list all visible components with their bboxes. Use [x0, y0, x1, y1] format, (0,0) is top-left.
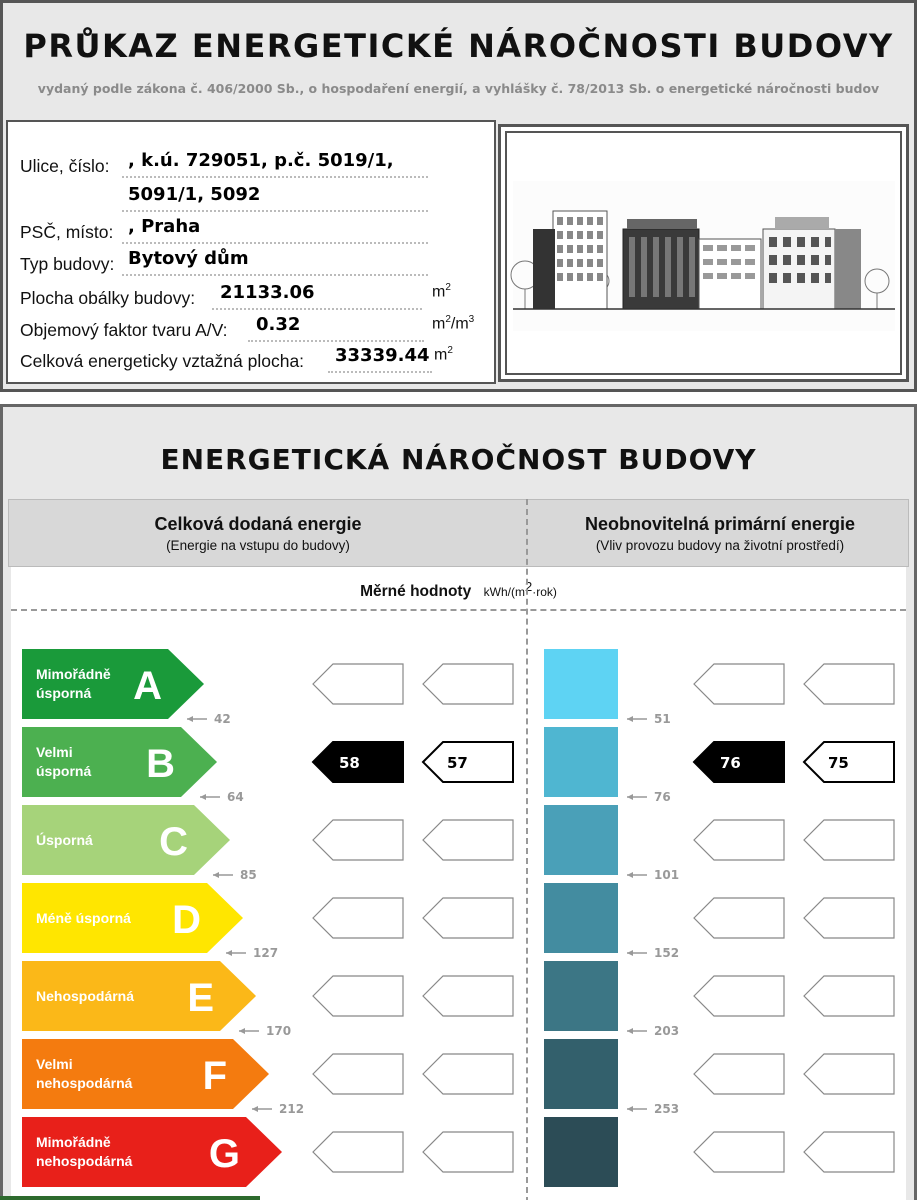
- psc-value: , Praha: [128, 216, 201, 237]
- class-letter-g: G: [208, 1132, 240, 1176]
- left-value-box2-c: [423, 820, 513, 860]
- building-illustration: [507, 133, 898, 371]
- left-threshold-1: 64: [227, 790, 244, 804]
- units-label: Měrné hodnoty: [360, 583, 472, 600]
- type-dots: [122, 274, 428, 276]
- right-value-box1-e: [694, 976, 784, 1016]
- left-value-box1-g: [313, 1132, 403, 1172]
- left-threshold-0: 42: [214, 712, 231, 726]
- factor-dots: [248, 340, 424, 342]
- primary-energy-bar-c: [544, 805, 618, 875]
- street-value-line1: , k.ú. 729051, p.č. 5019/1,: [128, 150, 394, 171]
- right-column-title: Neobnovitelná primární energie: [584, 514, 856, 534]
- right-value-box2-a: [804, 664, 894, 704]
- left-value-box1-e: [313, 976, 403, 1016]
- right-value-box2-e: [804, 976, 894, 1016]
- class-name-line2-g: nehospodárná: [36, 1153, 133, 1169]
- left-value-1: 58: [339, 754, 360, 772]
- street-dots-1: [122, 176, 428, 178]
- primary-energy-bar-g: [544, 1117, 618, 1187]
- class-name-e: Nehospodárná: [36, 988, 135, 1004]
- area-dots: [328, 371, 432, 373]
- area-unit: $m^2$: [434, 345, 453, 364]
- left-value-box1-f: [313, 1054, 403, 1094]
- columns-header: [8, 499, 909, 567]
- left-threshold-2: 85: [240, 868, 257, 882]
- envelope-label: Plocha obálky budovy:: [20, 288, 196, 308]
- right-value-box1-d: [694, 898, 784, 938]
- energy-performance-section: [0, 404, 917, 1200]
- class-name-a: Mimořádně: [36, 666, 111, 682]
- area-label: Celková energeticky vztažná plocha:: [20, 351, 305, 371]
- left-value-box1-a: [313, 664, 403, 704]
- energy-scale-svg: [11, 567, 906, 1200]
- building-photo-inner: [505, 131, 902, 375]
- class-name-c: Úsporná: [36, 832, 93, 848]
- class-letter-b: B: [146, 742, 175, 786]
- class-name-g: Mimořádně: [36, 1134, 111, 1150]
- column-divider: [526, 499, 528, 1200]
- primary-energy-bar-d: [544, 883, 618, 953]
- class-name-f: Velmi: [36, 1056, 73, 1072]
- class-letter-e: E: [187, 976, 214, 1020]
- class-name-b: Velmi: [36, 744, 73, 760]
- class-arrow-b: [22, 727, 217, 797]
- factor-value: 0.32: [256, 314, 301, 335]
- right-column-subtitle: (Vliv provozu budovy na životní prostředí): [595, 538, 845, 553]
- right-value-1: 76: [720, 754, 741, 772]
- left-threshold-arrowhead-0: [187, 716, 193, 722]
- street-row: [20, 156, 109, 177]
- factor-row: [20, 320, 228, 341]
- right-threshold-3: 152: [654, 946, 680, 960]
- class-arrow-g: [22, 1117, 282, 1187]
- primary-energy-bar-e: [544, 961, 618, 1031]
- left-value-box1-c: [313, 820, 403, 860]
- primary-energy-bar-f: [544, 1039, 618, 1109]
- left-value-box2-g: [423, 1132, 513, 1172]
- left-threshold-arrowhead-1: [200, 794, 206, 800]
- energy-section-title: ENERGETICKÁ NÁROČNOST BUDOVY: [160, 443, 757, 476]
- right-threshold-arrowhead-3: [627, 950, 633, 956]
- left-column-subtitle: (Energie na vstupu do budovy): [166, 538, 350, 553]
- left-threshold-3: 127: [253, 946, 279, 960]
- right-value-box2-b: [804, 742, 894, 782]
- left-threshold-arrowhead-5: [252, 1106, 258, 1112]
- envelope-dots: [212, 308, 422, 310]
- primary-energy-bar-b: [544, 727, 618, 797]
- left-threshold-arrowhead-3: [226, 950, 232, 956]
- left-threshold-5: 212: [279, 1102, 305, 1116]
- left-threshold-arrowhead-4: [239, 1028, 245, 1034]
- type-value: Bytový dům: [128, 248, 249, 269]
- class-letter-d: D: [172, 898, 201, 942]
- left-value-box2-f: [423, 1054, 513, 1094]
- right-threshold-4: 203: [654, 1024, 680, 1038]
- right-threshold-arrowhead-0: [627, 716, 633, 722]
- area-row: [20, 351, 304, 372]
- primary-energy-bar-a: [544, 649, 618, 719]
- envelope-row: [20, 288, 195, 309]
- street-dots-2: [122, 210, 428, 212]
- right-value-box1-f: [694, 1054, 784, 1094]
- class-arrow-a: [22, 649, 204, 719]
- class-letter-f: F: [202, 1054, 227, 1098]
- class-arrow-f: [22, 1039, 269, 1109]
- class-name-line2-b: úsporná: [36, 763, 92, 779]
- units-value: kWh/$(m^2\cdot rok)$: [483, 579, 557, 599]
- right-value-box2-c: [804, 820, 894, 860]
- left-threshold-arrowhead-2: [213, 872, 219, 878]
- left-threshold-4: 170: [266, 1024, 292, 1038]
- right-value-box1-c: [694, 820, 784, 860]
- left-column-title: Celková dodaná energie: [154, 514, 362, 534]
- right-threshold-2: 101: [654, 868, 680, 882]
- area-value: 33339.44: [335, 345, 430, 366]
- energy-scale-area: [11, 567, 906, 1200]
- right-threshold-arrowhead-1: [627, 794, 633, 800]
- right-value-box1-g: [694, 1132, 784, 1172]
- building-photo-frame: [498, 124, 909, 382]
- street-label: Ulice, číslo:: [20, 156, 110, 176]
- right-value-box1-a: [694, 664, 784, 704]
- document-subtitle: vydaný podle zákona č. 406/2000 Sb., o hospodaření energií, a vyhlášky č. 78/2013 Sb. o energetické náročnosti budov: [37, 81, 880, 96]
- factor-label: Objemový faktor tvaru A/V:: [20, 320, 228, 340]
- right-threshold-1: 76: [654, 790, 671, 804]
- document-title: PRŮKAZ ENERGETICKÉ NÁROČNOSTI BUDOVY: [23, 27, 894, 65]
- street-value-line2: 5091/1, 5092: [128, 184, 261, 205]
- envelope-unit: $m^2$: [432, 282, 451, 301]
- right-threshold-0: 51: [654, 712, 671, 726]
- right-value-box2-d: [804, 898, 894, 938]
- right-value-2: 75: [828, 754, 849, 772]
- left-value-box1-d: [313, 898, 403, 938]
- type-label: Typ budovy:: [20, 254, 115, 274]
- class-name-d: Méně úsporná: [36, 910, 131, 926]
- psc-dots: [122, 242, 428, 244]
- right-value-box2-g: [804, 1132, 894, 1172]
- psc-label: PSČ, místo:: [20, 222, 114, 242]
- factor-unit: $m^2/m^3$: [432, 314, 475, 333]
- right-threshold-arrowhead-2: [627, 872, 633, 878]
- class-name-line2-f: nehospodárná: [36, 1075, 133, 1091]
- class-name-line2-a: úsporná: [36, 685, 92, 701]
- psc-row: [20, 222, 113, 243]
- right-threshold-5: 253: [654, 1102, 680, 1116]
- right-value-box2-f: [804, 1054, 894, 1094]
- type-row: [20, 254, 114, 275]
- left-value-box2-e: [423, 976, 513, 1016]
- right-threshold-arrowhead-4: [627, 1028, 633, 1034]
- bottom-strip: [0, 1196, 260, 1200]
- class-letter-a: A: [133, 664, 162, 708]
- right-threshold-arrowhead-5: [627, 1106, 633, 1112]
- class-letter-c: C: [159, 820, 188, 864]
- left-value-box2-d: [423, 898, 513, 938]
- envelope-value: 21133.06: [220, 282, 315, 303]
- left-value-2: 57: [447, 754, 468, 772]
- left-value-box2-b: [423, 742, 513, 782]
- left-value-box2-a: [423, 664, 513, 704]
- building-info-panel: [6, 120, 496, 384]
